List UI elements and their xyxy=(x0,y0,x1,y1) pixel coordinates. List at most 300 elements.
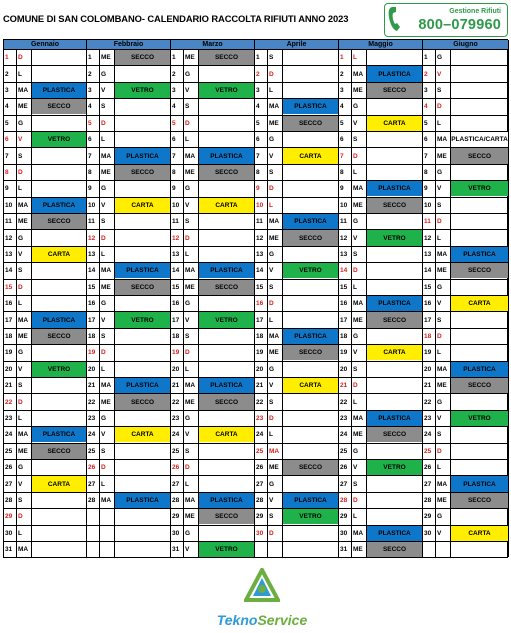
no-collection xyxy=(367,148,422,163)
calendar-day-row xyxy=(339,311,422,327)
weekday-abbr: V xyxy=(101,431,106,439)
day-number: 27 xyxy=(172,480,180,488)
weekday-abbr: L xyxy=(437,464,441,472)
weekday-abbr: V xyxy=(18,136,23,144)
weekday-abbr: L xyxy=(353,398,357,406)
day-number: 17 xyxy=(5,316,13,324)
calendar-day-row xyxy=(171,508,254,524)
no-collection xyxy=(32,378,86,393)
calendar-day-row xyxy=(4,443,86,459)
no-collection xyxy=(451,280,508,295)
weekday-abbr: L xyxy=(185,365,189,373)
calendar-day-row xyxy=(4,262,86,278)
calendar-day-row xyxy=(255,295,338,311)
collection-type: PLASTICA xyxy=(199,378,254,393)
weekday-abbr: S xyxy=(353,365,358,373)
calendar-day-row xyxy=(423,98,508,114)
weekday-abbr: L xyxy=(101,136,105,144)
calendar-day-row xyxy=(423,377,508,393)
day-number: 4 xyxy=(424,103,428,111)
calendar-day-row xyxy=(339,361,422,377)
calendar-day-row xyxy=(171,262,254,278)
collection-type: VETRO xyxy=(283,509,338,524)
day-number: 30 xyxy=(172,529,180,537)
calendar-day-row xyxy=(423,361,508,377)
calendar-day-row xyxy=(87,426,170,442)
weekday-abbr: ME xyxy=(437,382,447,390)
weekday-abbr: G xyxy=(353,103,359,111)
collection-type: PLASTICA xyxy=(367,526,422,541)
day-number: 7 xyxy=(256,152,260,160)
weekday-abbr: G xyxy=(18,234,24,242)
weekday-abbr: S xyxy=(437,201,442,209)
day-number: 15 xyxy=(424,283,432,291)
weekday-abbr: G xyxy=(353,332,359,340)
calendar-day-row xyxy=(255,443,338,459)
calendar-day-row xyxy=(255,262,338,278)
collection-type: VETRO xyxy=(115,312,170,327)
calendar-day-row xyxy=(423,443,508,459)
weekday-abbr: G xyxy=(437,54,443,62)
calendar-day-row xyxy=(423,475,508,491)
day-number: 25 xyxy=(88,447,96,455)
collection-type: SECCO xyxy=(451,148,508,163)
weekday-abbr: ME xyxy=(353,86,363,94)
no-collection xyxy=(115,329,170,344)
weekday-abbr: MA xyxy=(437,250,448,258)
no-collection xyxy=(283,526,338,541)
calendar-day-row xyxy=(339,229,422,245)
day-number: 10 xyxy=(88,201,96,209)
day-number: 9 xyxy=(172,185,176,193)
collection-type: SECCO xyxy=(283,230,338,245)
calendar-day-row xyxy=(339,213,422,229)
calendar-day-row xyxy=(255,279,338,295)
weekday-abbr: L xyxy=(353,283,357,291)
weekday-abbr: G xyxy=(269,480,275,488)
calendar-day-row xyxy=(4,525,86,541)
day-number: 11 xyxy=(5,218,12,226)
day-number: 25 xyxy=(424,447,432,455)
no-collection xyxy=(32,542,86,557)
calendar-day-row xyxy=(4,328,86,344)
weekday-abbr: D xyxy=(185,234,190,242)
day-number: 2 xyxy=(88,70,92,78)
collection-type: SECCO xyxy=(115,280,170,295)
collection-type: VETRO xyxy=(32,132,86,147)
day-number: 29 xyxy=(340,513,348,521)
collection-type: SECCO xyxy=(115,394,170,409)
calendar-day-row xyxy=(87,311,170,327)
calendar-day-row xyxy=(423,525,508,541)
day-number: 21 xyxy=(340,382,348,390)
weekday-abbr: S xyxy=(18,496,23,504)
day-number: 1 xyxy=(172,54,176,62)
calendar-day-row xyxy=(87,262,170,278)
weekday-abbr: V xyxy=(185,316,190,324)
weekday-abbr: ME xyxy=(18,103,28,111)
month-column xyxy=(4,49,87,557)
weekday-abbr: G xyxy=(101,185,107,193)
collection-type: SECCO xyxy=(367,427,422,442)
calendar-day-row xyxy=(171,541,254,557)
calendar-day-row xyxy=(255,49,338,65)
calendar-day-row xyxy=(339,393,422,409)
no-collection xyxy=(451,312,508,327)
month-column xyxy=(87,49,171,557)
calendar-day-row xyxy=(4,459,86,475)
day-number: 12 xyxy=(340,234,348,242)
day-number: 16 xyxy=(5,300,13,308)
weekday-abbr: ME xyxy=(185,513,195,521)
day-number: 10 xyxy=(256,201,264,209)
calendar-day-row xyxy=(171,213,254,229)
calendar-day-row xyxy=(255,311,338,327)
day-number: 21 xyxy=(5,382,13,390)
no-collection xyxy=(367,263,422,278)
day-number: 18 xyxy=(88,332,96,340)
day-number: 22 xyxy=(424,398,432,406)
day-number: 10 xyxy=(424,201,432,209)
day-number: 28 xyxy=(88,496,96,504)
calendar-day-row xyxy=(339,377,422,393)
calendar-day-row xyxy=(4,98,86,114)
day-number: 6 xyxy=(340,136,344,144)
day-number: 21 xyxy=(172,382,180,390)
weekday-abbr: V xyxy=(269,496,274,504)
no-collection xyxy=(115,181,170,196)
calendar-day-row xyxy=(339,82,422,98)
calendar-day-row xyxy=(87,459,170,475)
weekday-abbr: V xyxy=(18,365,23,373)
calendar-day-row xyxy=(339,164,422,180)
weekday-abbr: G xyxy=(18,464,24,472)
weekday-abbr: L xyxy=(269,431,273,439)
day-number: 23 xyxy=(256,414,264,422)
calendar-day-row xyxy=(171,49,254,65)
collection-type: PLASTICA xyxy=(367,296,422,311)
day-number: 30 xyxy=(256,529,264,537)
calendar-day-row xyxy=(255,410,338,426)
day-number: 14 xyxy=(256,267,264,275)
day-number: 24 xyxy=(340,431,348,439)
weekday-abbr: D xyxy=(18,54,23,62)
weekday-abbr: ME xyxy=(353,316,363,324)
weekday-abbr: L xyxy=(101,480,105,488)
collection-type: SECCO xyxy=(32,444,86,459)
calendar-day-row xyxy=(255,147,338,163)
weekday-abbr: G xyxy=(185,185,191,193)
weekday-abbr: ME xyxy=(353,431,363,439)
calendar-day-row xyxy=(87,147,170,163)
day-number: 18 xyxy=(340,332,348,340)
day-number: 13 xyxy=(172,250,180,258)
day-number: 7 xyxy=(88,152,92,160)
no-collection xyxy=(283,165,338,180)
calendar-day-row xyxy=(171,328,254,344)
weekday-abbr: V xyxy=(185,201,190,209)
no-collection xyxy=(199,296,254,311)
weekday-abbr: S xyxy=(437,431,442,439)
weekday-abbr: MA xyxy=(185,152,196,160)
calendar-day-row xyxy=(339,279,422,295)
day-number: 7 xyxy=(340,152,344,160)
calendar-day-row xyxy=(87,49,170,65)
calendar-day-row xyxy=(4,426,86,442)
collection-type: PLASTICA xyxy=(451,247,508,262)
no-collection xyxy=(199,411,254,426)
no-collection xyxy=(199,99,254,114)
no-collection xyxy=(367,476,422,491)
weekday-abbr: L xyxy=(18,414,22,422)
calendar-day-row xyxy=(339,147,422,163)
day-number: 7 xyxy=(172,152,176,160)
no-collection xyxy=(283,411,338,426)
day-number: 15 xyxy=(172,283,180,291)
day-number: 4 xyxy=(256,103,260,111)
calendar-day-row xyxy=(339,508,422,524)
calendar-day-row xyxy=(4,410,86,426)
calendar-day-row xyxy=(339,492,422,508)
weekday-abbr: G xyxy=(101,70,107,78)
calendar-day-row xyxy=(4,197,86,213)
day-number: 8 xyxy=(424,168,428,176)
day-number: 7 xyxy=(424,152,428,160)
day-number: 10 xyxy=(340,201,348,209)
day-number: 29 xyxy=(172,513,180,521)
weekday-abbr: MA xyxy=(353,300,364,308)
day-number: 5 xyxy=(5,119,9,127)
day-number: 21 xyxy=(88,382,96,390)
calendar-day-row xyxy=(4,213,86,229)
weekday-abbr: ME xyxy=(353,201,363,209)
day-number: 8 xyxy=(256,168,260,176)
day-number: 25 xyxy=(5,447,13,455)
weekday-abbr: G xyxy=(353,218,359,226)
weekday-abbr: ME xyxy=(101,54,111,62)
collection-type: PLASTICA xyxy=(32,427,86,442)
day-number: 5 xyxy=(340,119,344,127)
collection-type: CARTA xyxy=(367,345,422,360)
day-number: 21 xyxy=(424,382,432,390)
no-collection xyxy=(367,247,422,262)
no-collection xyxy=(451,230,508,245)
weekday-abbr: ME xyxy=(269,234,279,242)
month-column xyxy=(255,49,339,557)
day-number: 25 xyxy=(340,447,348,455)
collection-type: SECCO xyxy=(199,509,254,524)
calendar-day-row xyxy=(171,82,254,98)
no-collection xyxy=(32,230,86,245)
collection-type: PLASTICA xyxy=(115,263,170,278)
calendar-day-row xyxy=(423,541,508,557)
calendar-day-row xyxy=(87,393,170,409)
collection-type: PLASTICA xyxy=(32,83,86,98)
calendar-day-row xyxy=(4,82,86,98)
weekday-abbr: V xyxy=(353,234,358,242)
weekday-abbr: S xyxy=(437,316,442,324)
calendar-day-row xyxy=(171,393,254,409)
no-collection xyxy=(115,460,170,475)
no-collection xyxy=(451,66,508,81)
calendar-day-row xyxy=(87,180,170,196)
no-collection xyxy=(199,526,254,541)
day-number: 8 xyxy=(172,168,176,176)
weekday-abbr: L xyxy=(353,168,357,176)
calendar-day-row xyxy=(87,361,170,377)
collection-type: VETRO xyxy=(451,181,508,196)
weekday-abbr: V xyxy=(269,267,274,275)
weekday-abbr: V xyxy=(437,185,442,193)
weekday-abbr: ME xyxy=(101,168,111,176)
calendar-day-row xyxy=(87,328,170,344)
calendar-day-row xyxy=(423,82,508,98)
day-number: 28 xyxy=(340,496,348,504)
weekday-abbr: MA xyxy=(269,103,280,111)
calendar-day-row xyxy=(87,492,170,508)
no-collection xyxy=(283,247,338,262)
calendar-day-row xyxy=(87,98,170,114)
no-collection xyxy=(367,280,422,295)
day-number: 28 xyxy=(256,496,264,504)
day-number: 24 xyxy=(172,431,180,439)
day-number: 20 xyxy=(172,365,180,373)
no-collection xyxy=(115,99,170,114)
no-collection xyxy=(115,132,170,147)
calendar-day-row xyxy=(4,393,86,409)
day-number: 26 xyxy=(172,464,180,472)
calendar-day-row xyxy=(87,115,170,131)
weekday-abbr: L xyxy=(437,119,441,127)
weekday-abbr: ME xyxy=(437,152,447,160)
calendar-day-row xyxy=(339,525,422,541)
calendar-day-row xyxy=(171,197,254,213)
day-number: 19 xyxy=(5,349,13,357)
calendar-day-row xyxy=(4,131,86,147)
no-collection xyxy=(451,427,508,442)
day-number: 22 xyxy=(5,398,13,406)
day-number: 22 xyxy=(340,398,348,406)
weekday-abbr: MA xyxy=(437,480,448,488)
calendar-day-row xyxy=(339,295,422,311)
weekday-abbr: ME xyxy=(18,218,28,226)
collection-type: PLASTICA xyxy=(367,181,422,196)
weekday-abbr: V xyxy=(18,250,23,258)
weekday-abbr: D xyxy=(269,414,274,422)
calendar-day-row xyxy=(423,147,508,163)
weekday-abbr: L xyxy=(437,349,441,357)
calendar-day-row xyxy=(339,180,422,196)
calendar-day-row xyxy=(255,65,338,81)
weekday-abbr: D xyxy=(269,300,274,308)
calendar-day-row xyxy=(339,262,422,278)
calendar-day-row xyxy=(255,328,338,344)
no-collection xyxy=(451,165,508,180)
day-number: 17 xyxy=(340,316,348,324)
page-title: COMUNE DI SAN COLOMBANO- CALENDARIO RACCOLTA RIFIUTI ANNO 2023 xyxy=(3,13,349,24)
no-collection xyxy=(283,296,338,311)
calendar-day-row xyxy=(339,65,422,81)
day-number: 4 xyxy=(88,103,92,111)
day-number: 13 xyxy=(256,250,264,258)
calendar-day-row xyxy=(4,541,86,557)
collection-type: SECCO xyxy=(32,329,86,344)
weekday-abbr: D xyxy=(18,168,23,176)
no-collection xyxy=(283,83,338,98)
weekday-abbr: D xyxy=(18,283,23,291)
day-number: 31 xyxy=(172,546,180,554)
weekday-abbr: MA xyxy=(18,86,29,94)
no-collection xyxy=(32,50,86,65)
weekday-abbr: MA xyxy=(269,332,280,340)
no-collection xyxy=(199,247,254,262)
calendar-day-row xyxy=(423,115,508,131)
no-collection xyxy=(199,116,254,131)
calendar-day-row xyxy=(171,311,254,327)
hotline-badge xyxy=(384,3,508,37)
no-collection xyxy=(32,280,86,295)
weekday-abbr: L xyxy=(269,86,273,94)
day-number: 26 xyxy=(256,464,264,472)
calendar-day-row xyxy=(4,279,86,295)
no-collection xyxy=(283,394,338,409)
calendar-day-row xyxy=(423,492,508,508)
collection-type: SECCO xyxy=(367,83,422,98)
calendar-day-row xyxy=(255,459,338,475)
day-number: 12 xyxy=(424,234,432,242)
calendar-day-row xyxy=(423,131,508,147)
day-number: 5 xyxy=(424,119,428,127)
day-number: 4 xyxy=(5,103,9,111)
day-number: 1 xyxy=(5,54,9,62)
day-number: 7 xyxy=(5,152,9,160)
weekday-abbr: ME xyxy=(353,546,363,554)
no-collection xyxy=(283,198,338,213)
weekday-abbr: L xyxy=(101,250,105,258)
calendar-day-row xyxy=(4,344,86,360)
company-logo xyxy=(206,568,318,630)
weekday-abbr: G xyxy=(437,513,443,521)
calendar-day-row xyxy=(255,344,338,360)
no-collection xyxy=(32,345,86,360)
calendar-day-row xyxy=(171,361,254,377)
day-number: 31 xyxy=(5,546,13,554)
calendar-day-row xyxy=(4,377,86,393)
day-number: 6 xyxy=(5,136,9,144)
collection-type: CARTA xyxy=(199,198,254,213)
calendar-day-row xyxy=(423,410,508,426)
month-header: Aprile xyxy=(255,40,339,49)
calendar-day-row xyxy=(171,377,254,393)
collection-type: SECCO xyxy=(115,50,170,65)
day-number: 16 xyxy=(424,300,432,308)
day-number: 19 xyxy=(424,349,432,357)
weekday-abbr: G xyxy=(353,447,359,455)
weekday-abbr: V xyxy=(269,152,274,160)
calendar-day-row xyxy=(255,98,338,114)
day-number: 23 xyxy=(424,414,432,422)
calendar-day-row xyxy=(87,197,170,213)
weekday-abbr: V xyxy=(269,382,274,390)
calendar-day-row xyxy=(339,131,422,147)
weekday-abbr: G xyxy=(101,300,107,308)
collection-type: VETRO xyxy=(199,83,254,98)
weekday-abbr: D xyxy=(101,464,106,472)
no-collection xyxy=(451,444,508,459)
logo-part1: Tekno xyxy=(216,612,258,628)
day-number: 2 xyxy=(172,70,176,78)
no-collection xyxy=(451,99,508,114)
